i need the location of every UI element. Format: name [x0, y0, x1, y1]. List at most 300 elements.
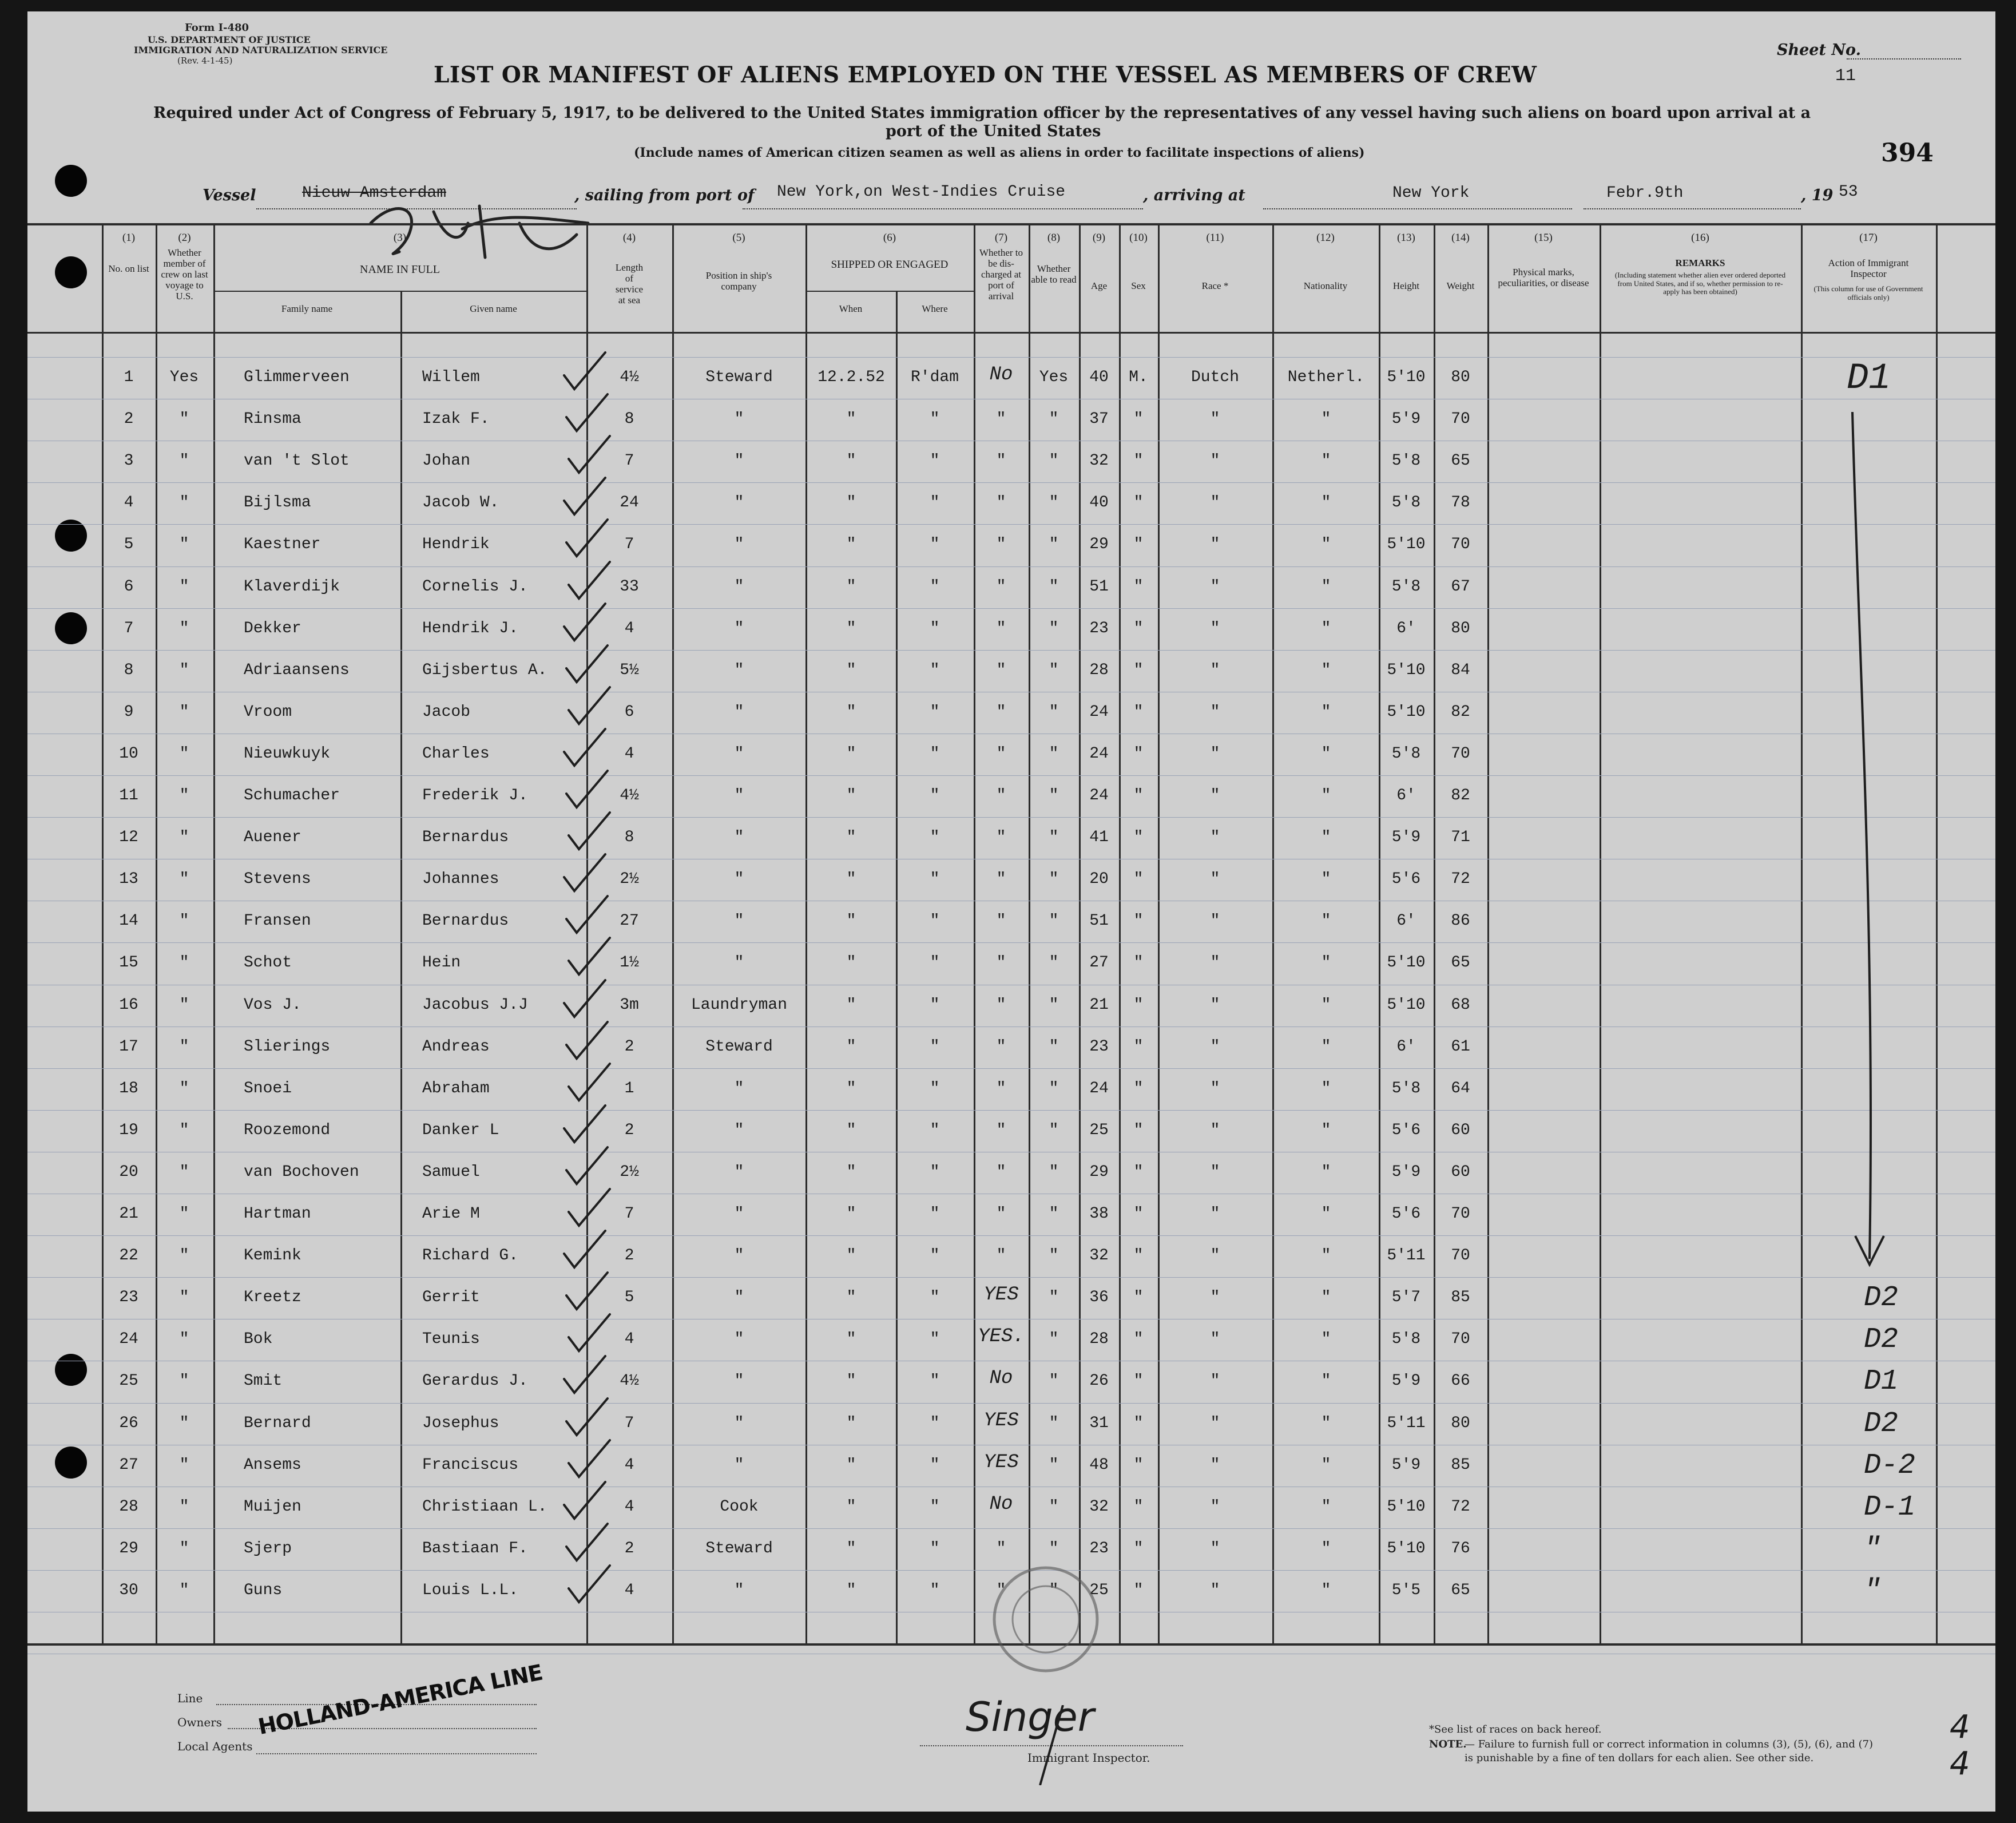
- check-mark-icon: [564, 1563, 616, 1609]
- cell-read: ": [1049, 1456, 1059, 1474]
- cell-sex: M.: [1129, 368, 1148, 386]
- cell-nat: Netherl.: [1287, 368, 1365, 386]
- cell-no: 16: [119, 996, 138, 1014]
- cell-given: Hein: [422, 954, 461, 972]
- col-10-num: (10): [1129, 232, 1148, 244]
- cell-age: 23: [1089, 1038, 1109, 1056]
- cell-weight: 80: [1451, 368, 1470, 386]
- cell-nat: ": [1321, 452, 1331, 470]
- cell-read: ": [1049, 661, 1059, 679]
- cell-disch: ": [996, 996, 1006, 1014]
- cell-action: ": [1864, 1533, 1882, 1566]
- cell-weight: 70: [1451, 536, 1470, 553]
- cell-family: Bernard: [244, 1414, 311, 1432]
- cell-read: ": [1049, 829, 1059, 846]
- cell-race: ": [1210, 452, 1220, 470]
- cell-service: 2: [624, 1121, 634, 1139]
- punch-hole: [55, 1446, 87, 1479]
- cell-when: ": [846, 1498, 856, 1516]
- col-divider: [1029, 224, 1030, 1644]
- check-mark-icon: [564, 1312, 616, 1358]
- cell-service: 2: [624, 1038, 634, 1056]
- cell-read: Yes: [1039, 368, 1069, 386]
- ruled-line: [27, 817, 1995, 818]
- cell-height: 5'6: [1391, 1121, 1421, 1139]
- cell-disch: ": [996, 829, 1006, 846]
- cell-where: ": [930, 410, 940, 428]
- check-mark-icon: [564, 560, 616, 605]
- cell-age: 32: [1089, 452, 1109, 470]
- cell-age: 21: [1089, 996, 1109, 1014]
- ruled-line: [27, 1403, 1995, 1404]
- cell-family: Schumacher: [244, 787, 340, 805]
- col-6-label: SHIPPED OR ENGAGED: [831, 259, 949, 271]
- col-divider: [1272, 224, 1274, 1644]
- cell-disch: ": [996, 745, 1006, 763]
- cell-weight: 64: [1451, 1080, 1470, 1097]
- cell-when: ": [846, 1582, 856, 1599]
- col-divider: [1434, 224, 1435, 1644]
- cell-nat: ": [1321, 1330, 1331, 1348]
- cell-where: ": [930, 1121, 940, 1139]
- cell-weight: 70: [1451, 1330, 1470, 1348]
- department-label: U.S. DEPARTMENT OF JUSTICE: [148, 34, 311, 45]
- cell-age: 24: [1089, 1080, 1109, 1097]
- cell-prev: ": [179, 870, 189, 888]
- name-subheader-rule: [213, 291, 586, 292]
- col-16-sub: (Including statement whether alien ever ordered deported from United States, and if so, whether permission to re-apply has been obtained): [1614, 271, 1786, 296]
- cell-where: ": [930, 1372, 940, 1390]
- cell-service: 1½: [620, 954, 639, 972]
- cell-sex: ": [1133, 578, 1144, 596]
- cell-given: Christiaan L.: [422, 1498, 547, 1516]
- footer-agents-label: Local Agents: [177, 1739, 253, 1753]
- cell-when: ": [846, 954, 856, 972]
- cell-given: Richard G.: [422, 1247, 519, 1265]
- cell-given: Bastiaan F.: [422, 1540, 528, 1558]
- cell-no: 29: [119, 1540, 138, 1558]
- cell-no: 20: [119, 1163, 138, 1181]
- cell-read: ": [1049, 1330, 1059, 1348]
- cell-family: van 't Slot: [244, 452, 350, 470]
- cell-given: Samuel: [422, 1163, 480, 1181]
- check-mark-icon: [562, 1396, 613, 1442]
- cell-given: Bernardus: [422, 829, 509, 846]
- cell-nat: ": [1321, 1038, 1331, 1056]
- cell-family: Kaestner: [244, 536, 321, 553]
- cell-where: ": [930, 1289, 940, 1306]
- footer-agents-underline: [256, 1753, 537, 1754]
- cell-no: 23: [119, 1289, 138, 1306]
- cell-age: 29: [1089, 536, 1109, 553]
- cell-race: ": [1210, 1080, 1220, 1097]
- col-11-label: Race *: [1201, 280, 1229, 291]
- cell-family: Auener: [244, 829, 301, 846]
- ruled-line: [27, 775, 1995, 776]
- cell-where: ": [930, 912, 940, 930]
- cell-nat: ": [1321, 870, 1331, 888]
- cell-service: 4½: [620, 787, 639, 805]
- cell-read: ": [1049, 410, 1059, 428]
- cell-family: Hartman: [244, 1205, 311, 1223]
- cell-position: ": [734, 661, 744, 679]
- cell-height: 5'6: [1391, 870, 1421, 888]
- check-mark-icon: [564, 434, 616, 479]
- cell-disch: YES: [983, 1452, 1019, 1473]
- cell-when: ": [846, 410, 856, 428]
- col-13-label: Height: [1392, 280, 1420, 291]
- cell-weight: 84: [1451, 661, 1470, 679]
- manifest-sheet: [27, 11, 1995, 1812]
- cell-disch: ": [996, 870, 1006, 888]
- cell-family: Dekker: [244, 620, 301, 637]
- cell-weight: 85: [1451, 1289, 1470, 1306]
- form-number: Form I-480: [185, 22, 249, 34]
- check-mark-icon: [562, 768, 613, 814]
- col-7-label: Whether to be dis-charged at port of arrival: [979, 247, 1023, 302]
- cell-no: 12: [119, 829, 138, 846]
- cell-given: Gerrit: [422, 1289, 480, 1306]
- cell-sex: ": [1133, 1163, 1144, 1181]
- check-mark-icon: [562, 392, 613, 438]
- col-divider: [1379, 224, 1380, 1644]
- cell-when: ": [846, 578, 856, 596]
- cell-when: ": [846, 996, 856, 1014]
- cell-sex: ": [1133, 410, 1144, 428]
- cell-family: Kreetz: [244, 1289, 301, 1306]
- col-12-label: Nationality: [1303, 280, 1348, 291]
- cell-age: 25: [1089, 1582, 1109, 1599]
- ruled-line: [27, 650, 1995, 651]
- col-11-num: (11): [1206, 232, 1224, 244]
- cell-sex: ": [1133, 996, 1144, 1014]
- cell-no: 1: [124, 368, 134, 386]
- cell-read: ": [1049, 1121, 1059, 1139]
- cell-service: 1: [624, 1080, 634, 1097]
- cell-read: ": [1049, 1038, 1059, 1056]
- cell-no: 15: [119, 954, 138, 972]
- check-mark-icon: [564, 685, 616, 731]
- cell-sex: ": [1133, 536, 1144, 553]
- cell-where: ": [930, 1540, 940, 1558]
- cell-service: 5: [624, 1289, 634, 1306]
- cell-no: 18: [119, 1080, 138, 1097]
- cell-where: ": [930, 1330, 940, 1348]
- cell-when: ": [846, 1247, 856, 1265]
- cell-sex: ": [1133, 1121, 1144, 1139]
- check-mark-icon: [564, 810, 616, 856]
- ruled-line: [27, 524, 1995, 525]
- arriving-at-label: , arriving at: [1143, 187, 1245, 204]
- cell-sex: ": [1133, 1289, 1144, 1306]
- col-6-num: (6): [883, 232, 896, 244]
- cell-family: Slierings: [244, 1038, 331, 1056]
- check-mark-icon: [564, 1061, 616, 1107]
- cell-given: Jacob W.: [422, 494, 499, 512]
- col-1-label: No. on list: [108, 263, 149, 274]
- table-top-rule: [27, 223, 1995, 225]
- cell-prev: ": [179, 1038, 189, 1056]
- col-16-label: REMARKS: [1675, 257, 1725, 268]
- cell-height: 5'5: [1391, 1582, 1421, 1599]
- check-mark-icon: [562, 643, 613, 689]
- check-mark-icon: [562, 1270, 613, 1316]
- check-mark-icon: [559, 1103, 611, 1149]
- cell-given: Gerardus J.: [422, 1372, 528, 1390]
- col-divider: [1801, 224, 1803, 1644]
- cell-sex: ": [1133, 745, 1144, 763]
- cell-race: ": [1210, 912, 1220, 930]
- cell-height: 5'11: [1387, 1414, 1426, 1432]
- cell-family: Fransen: [244, 912, 311, 930]
- col-divider: [1119, 224, 1121, 1644]
- cell-position: ": [734, 829, 744, 846]
- cell-service: 8: [624, 410, 634, 428]
- cell-read: ": [1049, 1080, 1059, 1097]
- cell-sex: ": [1133, 1498, 1144, 1516]
- cell-position: ": [734, 494, 744, 512]
- cell-where: ": [930, 787, 940, 805]
- stamped-number: 394: [1881, 138, 1934, 168]
- cell-where: ": [930, 1582, 940, 1599]
- cell-read: ": [1049, 745, 1059, 763]
- cell-height: 5'6: [1391, 1205, 1421, 1223]
- cell-race: ": [1210, 703, 1220, 721]
- cell-age: 26: [1089, 1372, 1109, 1390]
- cell-disch: ": [996, 1121, 1006, 1139]
- col-14-num: (14): [1451, 232, 1470, 244]
- cell-sex: ": [1133, 703, 1144, 721]
- cell-family: Snoei: [244, 1080, 292, 1097]
- cell-prev: ": [179, 1163, 189, 1181]
- cell-height: 5'8: [1391, 452, 1421, 470]
- cell-service: 24: [620, 494, 639, 512]
- cell-nat: ": [1321, 996, 1331, 1014]
- cell-weight: 82: [1451, 703, 1470, 721]
- punch-hole: [55, 612, 87, 644]
- col-divider: [805, 224, 807, 1644]
- cell-no: 7: [124, 620, 134, 637]
- cell-read: ": [1049, 620, 1059, 637]
- col-12-num: (12): [1316, 232, 1335, 244]
- cell-position: ": [734, 912, 744, 930]
- cell-sex: ": [1133, 1080, 1144, 1097]
- cell-race: ": [1210, 410, 1220, 428]
- cell-disch: ": [996, 536, 1006, 553]
- cell-age: 24: [1089, 787, 1109, 805]
- col-9-num: (9): [1092, 232, 1106, 244]
- cell-family: Roozemond: [244, 1121, 331, 1139]
- margin-mark: 4: [1950, 1745, 1970, 1782]
- col-divider: [213, 224, 215, 1644]
- cell-family: Vroom: [244, 703, 292, 721]
- cell-no: 5: [124, 536, 134, 553]
- cell-sex: ": [1133, 661, 1144, 679]
- cell-position: ": [734, 1582, 744, 1599]
- cell-service: 6: [624, 703, 634, 721]
- cell-race: ": [1210, 1247, 1220, 1265]
- cell-height: 5'8: [1391, 1080, 1421, 1097]
- races-note: *See list of races on back hereof.: [1429, 1723, 1602, 1735]
- col-divider: [1487, 224, 1489, 1644]
- cell-sex: ": [1133, 829, 1144, 846]
- cell-height: 5'10: [1387, 1498, 1426, 1516]
- date-underline: [1584, 208, 1801, 209]
- cell-prev: Yes: [169, 368, 199, 386]
- col-17-sub: (This column for use of Government officials only): [1813, 284, 1923, 302]
- cell-no: 9: [124, 703, 134, 721]
- cell-no: 26: [119, 1414, 138, 1432]
- cell-age: 41: [1089, 829, 1109, 846]
- cell-given: Charles: [422, 745, 490, 763]
- cell-when: ": [846, 829, 856, 846]
- cell-disch: YES.: [978, 1326, 1025, 1348]
- cell-position: ": [734, 1289, 744, 1306]
- cell-height: 5'10: [1387, 996, 1426, 1014]
- cell-given: Josephus: [422, 1414, 499, 1432]
- col-8-num: (8): [1047, 232, 1061, 244]
- cell-weight: 65: [1451, 954, 1470, 972]
- cell-race: Dutch: [1190, 368, 1240, 386]
- cell-given: Frederik J.: [422, 787, 528, 805]
- cell-family: Bok: [244, 1330, 273, 1348]
- check-mark-icon: [559, 475, 611, 521]
- col-divider: [400, 291, 402, 1644]
- cell-nat: ": [1321, 1414, 1331, 1432]
- cell-prev: ": [179, 912, 189, 930]
- check-mark-icon: [564, 1187, 616, 1232]
- cell-disch: ": [996, 1205, 1006, 1223]
- year-prefix: , 19: [1801, 187, 1834, 204]
- cell-given: Izak F.: [422, 410, 490, 428]
- cell-read: ": [1049, 1498, 1059, 1516]
- cell-age: 24: [1089, 745, 1109, 763]
- cell-nat: ": [1321, 829, 1331, 846]
- cell-action: D-1: [1864, 1491, 1916, 1524]
- col-17-label: Action of Immigrant Inspector: [1828, 257, 1909, 280]
- cell-race: ": [1210, 1289, 1220, 1306]
- cell-prev: ": [179, 1456, 189, 1474]
- cell-position: ": [734, 1121, 744, 1139]
- cell-race: ": [1210, 954, 1220, 972]
- cell-where: ": [930, 1205, 940, 1223]
- sheet-no-label: Sheet No.: [1777, 41, 1861, 59]
- ruled-line: [27, 1528, 1995, 1529]
- sailing-from-value: New York,on West-Indies Cruise: [777, 183, 1066, 201]
- agent-stamp: HOLLAND-AMERICA LINE: [256, 1659, 545, 1739]
- cell-service: 4: [624, 1582, 634, 1599]
- cell-service: 4: [624, 1330, 634, 1348]
- col-16-num: (16): [1691, 232, 1709, 244]
- cell-no: 24: [119, 1330, 138, 1348]
- cell-given: Jacob: [422, 703, 471, 721]
- col-divider: [672, 224, 674, 1644]
- cell-sex: ": [1133, 787, 1144, 805]
- cell-height: 5'10: [1387, 1540, 1426, 1558]
- cell-service: 8: [624, 829, 634, 846]
- cell-family: van Bochoven: [244, 1163, 359, 1181]
- col-divider: [1600, 224, 1601, 1644]
- cell-height: 5'8: [1391, 578, 1421, 596]
- cell-age: 40: [1089, 368, 1109, 386]
- cell-when: ": [846, 1121, 856, 1139]
- col-divider: [1079, 224, 1081, 1644]
- cell-given: Hendrik J.: [422, 620, 519, 637]
- cell-service: 2: [624, 1540, 634, 1558]
- cell-when: ": [846, 1289, 856, 1306]
- margin-mark: 4: [1950, 1709, 1970, 1746]
- cell-read: ": [1049, 1247, 1059, 1265]
- cell-age: 20: [1089, 870, 1109, 888]
- cell-sex: ": [1133, 1540, 1144, 1558]
- cell-position: ": [734, 1414, 744, 1432]
- cell-nat: ": [1321, 1205, 1331, 1223]
- col-divider: [1158, 224, 1160, 1644]
- cell-no: 30: [119, 1582, 138, 1599]
- cell-height: 6': [1396, 787, 1416, 805]
- cell-age: 40: [1089, 494, 1109, 512]
- col-divider: [156, 224, 157, 1644]
- action-arrow: [1835, 412, 1904, 1282]
- check-mark-icon: [559, 978, 611, 1024]
- cell-position: ": [734, 1330, 744, 1348]
- col-15-label: Physical marks, peculiarities, or disease: [1498, 267, 1589, 289]
- cell-position: ": [734, 954, 744, 972]
- cell-nat: ": [1321, 1372, 1331, 1390]
- cell-family: Muijen: [244, 1498, 301, 1516]
- col-15-num: (15): [1534, 232, 1553, 244]
- cell-race: ": [1210, 1121, 1220, 1139]
- cell-race: ": [1210, 1330, 1220, 1348]
- cell-weight: 70: [1451, 745, 1470, 763]
- cell-prev: ": [179, 996, 189, 1014]
- cell-position: ": [734, 410, 744, 428]
- cell-family: Ansems: [244, 1456, 301, 1474]
- cell-prev: ": [179, 1330, 189, 1348]
- check-mark-icon: [564, 1438, 616, 1484]
- cell-service: 4: [624, 620, 634, 637]
- cell-disch: ": [996, 620, 1006, 637]
- cell-prev: ": [179, 1121, 189, 1139]
- cell-race: ": [1210, 745, 1220, 763]
- cell-position: ": [734, 620, 744, 637]
- cell-family: Kemink: [244, 1247, 301, 1265]
- cell-prev: ": [179, 703, 189, 721]
- cell-service: 4½: [620, 1372, 639, 1390]
- cell-given: Louis L.L.: [422, 1582, 519, 1599]
- col-8-label: Whether able to read: [1031, 263, 1077, 286]
- cell-nat: ": [1321, 787, 1331, 805]
- cell-race: ": [1210, 494, 1220, 512]
- cell-given: Teunis: [422, 1330, 480, 1348]
- cell-height: 5'9: [1391, 1372, 1421, 1390]
- cell-age: 51: [1089, 578, 1109, 596]
- cell-sex: ": [1133, 494, 1144, 512]
- cell-nat: ": [1321, 1080, 1331, 1097]
- check-mark-icon: [562, 1145, 613, 1191]
- sailing-underline: [743, 208, 1143, 209]
- cell-no: 25: [119, 1372, 138, 1390]
- cell-weight: 80: [1451, 620, 1470, 637]
- cell-race: ": [1210, 996, 1220, 1014]
- cell-weight: 80: [1451, 1414, 1470, 1432]
- cell-disch: ": [996, 912, 1006, 930]
- cell-family: Glimmerveen: [244, 368, 350, 386]
- cell-sex: ": [1133, 1582, 1144, 1599]
- note-text: — Failure to furnish full or correct information in columns (3), (5), (6), and (7): [1465, 1738, 1874, 1750]
- cell-where: ": [930, 745, 940, 763]
- cell-age: 32: [1089, 1247, 1109, 1265]
